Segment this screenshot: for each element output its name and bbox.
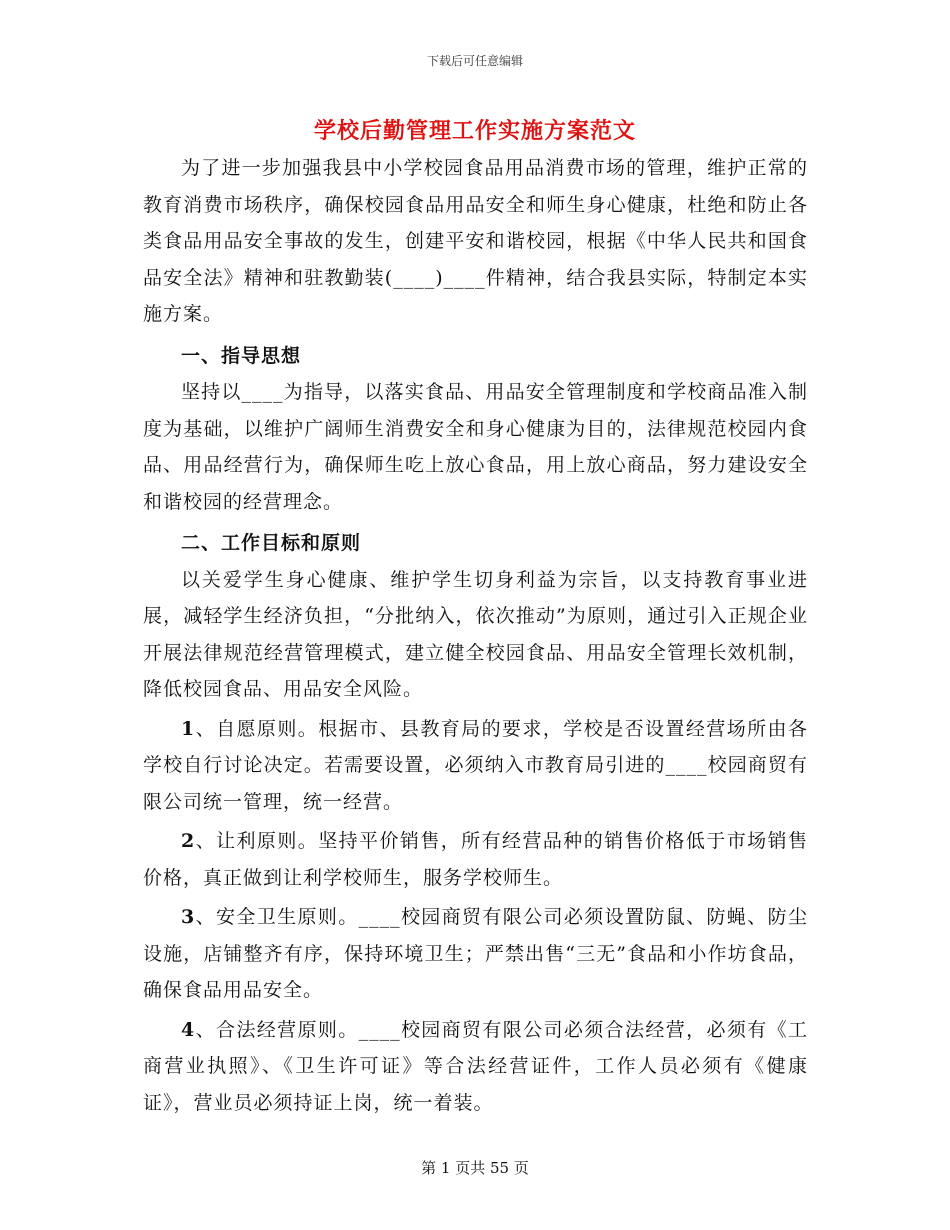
principle-item-text: 、让利原则。坚持平价销售，所有经营品种的销售价格低于市场销售价格，真正做到让利学校师生，服务学校师生。: [143, 830, 808, 889]
principle-item-number: 1: [181, 717, 196, 740]
principle-item: [143, 823, 808, 896]
intro-paragraph: 为了进一步加强我县中小学校园食品用品消费市场的管理，维护正常的教育消费市场秩序，确保校园食品用品安全和师生身心健康，杜绝和防止各类食品用品安全事故的发生，创建平安和谐校园，根据《中华人民共和国食品安全法》精神和驻教勤装(____)____件精神，结合我县实际，特制定本实施方案。: [143, 157, 808, 325]
goals-principles-paragraph: 以关爱学生身心健康、维护学生切身利益为宗旨，以支持教育事业进展，减轻学生经济负担，“分批纳入，依次推动”为原则，通过引入正规企业开展法律规范经营管理模式，建立健全校园食品、用品安全管理长效机制，降低校园食品、用品安全风险。: [143, 568, 808, 700]
document-body: [143, 150, 808, 1121]
page-number-footer: 第 1 页共 55 页: [421, 1159, 529, 1177]
section-heading-goals-principles: 二、工作目标和原则: [181, 532, 362, 554]
principle-item: [143, 711, 808, 821]
principle-item-text: 、自愿原则。根据市、县教育局的要求，学校是否设置经营场所由各学校自行讨论决定。若需要设置，必须纳入市教育局引进的____校园商贸有限公司统一管理，统一经营。: [143, 717, 808, 813]
guiding-ideology-paragraph: 坚持以____为指导，以落实食品、用品安全管理制度和学校商品准入制度为基础，以维护广阔师生消费安全和身心健康为目的，法律规范校园内食品、用品经营行为，确保师生吃上放心食品，用上放心商品，努力建设安全和谐校园的经营理念。: [143, 381, 808, 513]
principle-item-number: 2: [181, 830, 196, 852]
principle-item: [143, 899, 808, 1009]
principle-item: [143, 1012, 808, 1122]
principle-item-text: 、合法经营原则。____校园商贸有限公司必须合法经营，必须有《工商营业执照》、《卫生许可证》等合法经营证件，工作人员必须有《健康证》，营业员必须持证上岗，统一着装。: [143, 1018, 808, 1114]
principle-item-number: 3: [181, 906, 196, 928]
document-title: 学校后勤管理工作实施方案范文: [313, 118, 636, 144]
principle-item-number: 4: [181, 1018, 196, 1041]
page-header-note: 下载后可任意编辑: [426, 54, 523, 68]
principle-item-text: 、安全卫生原则。____校园商贸有限公司必须设置防鼠、防蝇、防尘设施，店铺整齐有序，保持环境卫生；严禁出售“三无”食品和小作坊食品，确保食品用品安全。: [143, 906, 808, 1001]
section-heading-guiding-ideology: 一、指导思想: [181, 344, 302, 367]
